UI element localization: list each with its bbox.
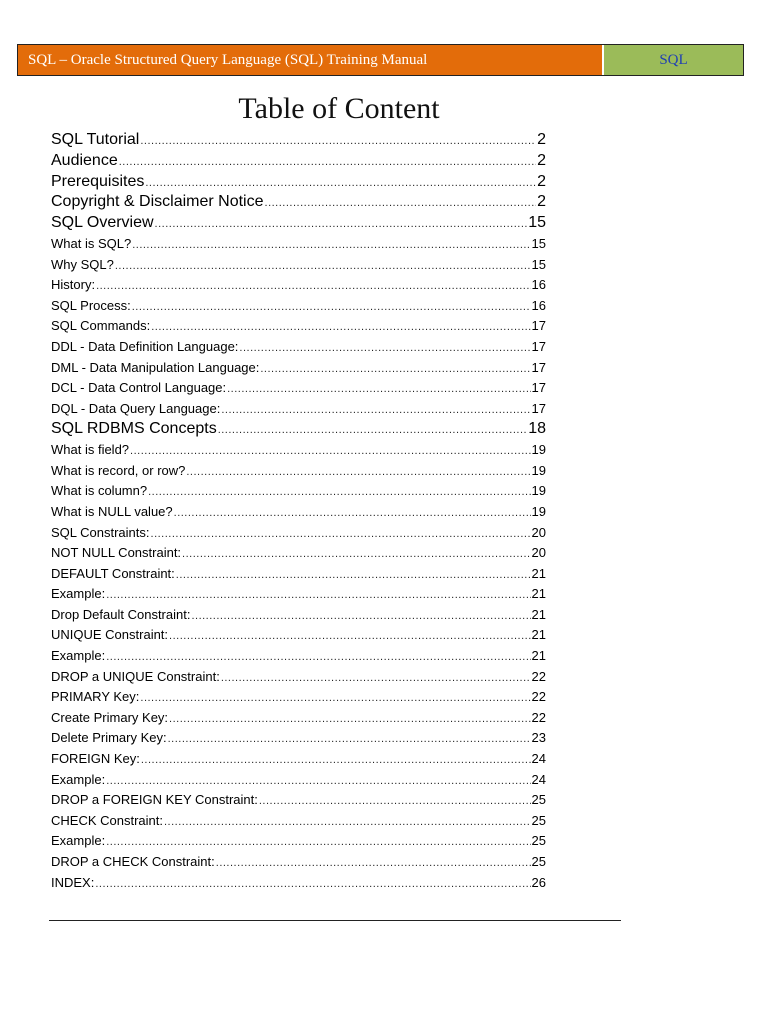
toc-entry-label: FOREIGN Key:: [51, 751, 140, 767]
toc-leader-dots: [130, 441, 530, 461]
toc-entry-page: 25: [531, 854, 546, 869]
toc-entry-label: DEFAULT Constraint:: [51, 565, 175, 581]
toc-entry-label: Example:: [51, 771, 106, 787]
toc-entry-label: What is NULL value?: [51, 503, 173, 519]
toc-entry[interactable]: [51, 831, 546, 852]
toc-entry-page: 17: [531, 359, 546, 375]
footer-divider: [49, 920, 621, 921]
toc-entry-page: 24: [531, 771, 546, 787]
toc-leader-dots: [155, 214, 528, 234]
toc-entry-label: Prerequisites: [51, 172, 145, 190]
toc-entry[interactable]: [51, 399, 546, 420]
toc-entry-page: 15: [531, 256, 546, 272]
table-of-contents: [51, 130, 546, 893]
toc-entry-label: Audience: [51, 151, 118, 169]
toc-entry-label: SQL RDBMS Concepts: [51, 420, 217, 438]
toc-leader-dots: [182, 544, 530, 564]
toc-entry-page: 17: [531, 400, 546, 416]
toc-entry[interactable]: [51, 419, 546, 440]
toc-entry-page: 22: [531, 709, 546, 725]
toc-entry[interactable]: [51, 667, 546, 688]
toc-entry-label: DROP a UNIQUE Constraint:: [51, 668, 220, 684]
toc-leader-dots: [119, 152, 536, 172]
toc-entry[interactable]: [51, 481, 546, 502]
toc-entry[interactable]: [51, 749, 546, 770]
toc-leader-dots: [169, 709, 530, 729]
toc-entry-page: 16: [531, 277, 546, 293]
toc-entry-page: 17: [531, 318, 546, 334]
toc-entry[interactable]: [51, 440, 546, 461]
toc-leader-dots: [106, 771, 530, 791]
toc-entry-label: SQL Constraints:: [51, 524, 150, 540]
toc-entry-page: 16: [531, 297, 546, 313]
toc-entry[interactable]: [51, 584, 546, 605]
toc-entry-label: What is column?: [51, 483, 148, 499]
header-title: SQL – Oracle Structured Query Language (SQL) Training Manual: [18, 45, 604, 75]
toc-entry-page: 17: [531, 380, 546, 396]
toc-entry[interactable]: [51, 151, 546, 172]
toc-leader-dots: [151, 524, 531, 544]
toc-leader-dots: [221, 668, 531, 688]
toc-entry-label: SQL Tutorial: [51, 131, 140, 148]
toc-entry-page: 25: [531, 833, 546, 849]
toc-entry[interactable]: [51, 130, 546, 151]
toc-entry-label: SQL Commands:: [51, 318, 151, 334]
toc-entry[interactable]: [51, 358, 546, 379]
toc-entry[interactable]: [51, 316, 546, 337]
toc-entry-label: SQL Process:: [51, 297, 131, 313]
toc-entry[interactable]: [51, 625, 546, 646]
toc-entry-page: 22: [531, 689, 546, 705]
document-header: [17, 44, 744, 76]
toc-entry-page: 20: [531, 545, 546, 561]
toc-entry[interactable]: [51, 728, 546, 749]
toc-entry-page: 19: [531, 503, 546, 519]
toc-entry-label: What is record, or row?: [51, 462, 186, 478]
toc-entry-label: CHECK Constraint:: [51, 812, 163, 828]
toc-entry[interactable]: [51, 873, 546, 894]
toc-leader-dots: [96, 276, 530, 296]
toc-entry-page: 2: [537, 131, 546, 148]
toc-entry-label: DROP a CHECK Constraint:: [51, 854, 215, 869]
toc-entry-page: 21: [531, 627, 546, 643]
toc-entry[interactable]: [51, 708, 546, 729]
toc-leader-dots: [221, 400, 530, 420]
toc-leader-dots: [186, 462, 530, 482]
toc-leader-dots: [106, 585, 530, 605]
toc-entry[interactable]: [51, 192, 546, 213]
toc-entry-label: Why SQL?: [51, 256, 114, 272]
toc-leader-dots: [151, 317, 530, 337]
toc-entry-page: 21: [531, 648, 546, 664]
toc-entry-page: 24: [531, 751, 546, 767]
toc-leader-dots: [239, 338, 530, 358]
toc-leader-dots: [218, 420, 528, 440]
toc-leader-dots: [115, 256, 531, 276]
toc-entry-label: UNIQUE Constraint:: [51, 627, 169, 643]
toc-entry-label: What is field?: [51, 442, 130, 458]
toc-entry-label: DML - Data Manipulation Language:: [51, 359, 260, 375]
toc-entry-label: PRIMARY Key:: [51, 689, 140, 705]
toc-entry[interactable]: [51, 337, 546, 358]
toc-leader-dots: [164, 812, 531, 832]
toc-entry-page: 2: [537, 172, 546, 190]
toc-entry[interactable]: [51, 811, 546, 832]
toc-leader-dots: [191, 606, 530, 626]
toc-entry-page: 15: [531, 235, 546, 251]
toc-entry[interactable]: [51, 852, 546, 873]
toc-entry-page: 15: [528, 214, 546, 232]
toc-entry[interactable]: [51, 687, 546, 708]
toc-entry-page: 25: [531, 812, 546, 828]
toc-entry[interactable]: [51, 275, 546, 296]
toc-entry[interactable]: [51, 564, 546, 585]
toc-entry-page: 21: [531, 606, 546, 622]
toc-leader-dots: [259, 791, 531, 811]
toc-leader-dots: [174, 503, 531, 523]
toc-leader-dots: [145, 173, 536, 193]
toc-entry-label: INDEX:: [51, 874, 95, 890]
toc-leader-dots: [168, 729, 531, 749]
toc-entry-label: DCL - Data Control Language:: [51, 380, 227, 396]
toc-leader-dots: [106, 647, 530, 667]
toc-entry-page: 19: [531, 442, 546, 458]
toc-entry-page: 2: [537, 193, 546, 211]
toc-entry-page: 23: [531, 730, 546, 746]
toc-entry-label: DQL - Data Query Language:: [51, 400, 221, 416]
toc-entry[interactable]: [51, 172, 546, 193]
toc-entry[interactable]: [51, 213, 546, 234]
toc-leader-dots: [95, 874, 530, 894]
toc-entry-label: DROP a FOREIGN KEY Constraint:: [51, 792, 258, 808]
toc-entry-page: 19: [531, 462, 546, 478]
toc-entry-page: 2: [537, 151, 546, 169]
toc-entry[interactable]: [51, 378, 546, 399]
toc-entry-label: DDL - Data Definition Language:: [51, 338, 239, 354]
toc-entry[interactable]: [51, 502, 546, 523]
toc-entry[interactable]: [51, 234, 546, 255]
toc-leader-dots: [140, 131, 536, 151]
toc-entry-label: SQL Overview: [51, 214, 154, 232]
toc-entry-label: Delete Primary Key:: [51, 730, 167, 746]
toc-entry-label: What is SQL?: [51, 235, 132, 251]
toc-entry[interactable]: [51, 523, 546, 544]
toc-entry-label: Example:: [51, 648, 106, 664]
toc-entry[interactable]: [51, 770, 546, 791]
toc-leader-dots: [141, 750, 531, 770]
toc-entry-label: Copyright & Disclaimer Notice: [51, 193, 264, 211]
toc-entry-label: Example:: [51, 586, 106, 602]
toc-entry[interactable]: [51, 296, 546, 317]
toc-entry-page: 19: [531, 483, 546, 499]
toc-leader-dots: [260, 359, 530, 379]
toc-leader-dots: [216, 853, 531, 873]
toc-entry-label: NOT NULL Constraint:: [51, 545, 182, 561]
toc-leader-dots: [140, 688, 530, 708]
toc-entry-label: Example:: [51, 833, 106, 849]
toc-entry[interactable]: [51, 543, 546, 564]
toc-entry-page: 17: [531, 338, 546, 354]
toc-entry[interactable]: [51, 255, 546, 276]
toc-leader-dots: [132, 235, 530, 255]
toc-entry-label: Drop Default Constraint:: [51, 606, 191, 622]
toc-entry-page: 21: [531, 565, 546, 581]
toc-leader-dots: [132, 297, 531, 317]
toc-entry-page: 20: [531, 524, 546, 540]
toc-entry-page: 26: [531, 874, 546, 890]
toc-leader-dots: [106, 832, 530, 852]
toc-leader-dots: [227, 379, 530, 399]
header-tag: SQL: [604, 45, 743, 75]
toc-leader-dots: [148, 482, 530, 502]
page-title: Table of Content: [238, 92, 440, 125]
toc-entry[interactable]: [51, 646, 546, 667]
toc-entry-label: Create Primary Key:: [51, 709, 169, 725]
toc-entry-page: 25: [531, 792, 546, 808]
toc-entry[interactable]: [51, 461, 546, 482]
toc-leader-dots: [169, 626, 530, 646]
toc-entry-page: 21: [531, 586, 546, 602]
toc-entry-label: History:: [51, 277, 96, 293]
toc-leader-dots: [265, 193, 537, 213]
toc-entry-page: 18: [528, 420, 546, 438]
toc-leader-dots: [176, 565, 531, 585]
toc-entry[interactable]: [51, 605, 546, 626]
toc-entry[interactable]: [51, 790, 546, 811]
toc-entry-page: 22: [531, 668, 546, 684]
